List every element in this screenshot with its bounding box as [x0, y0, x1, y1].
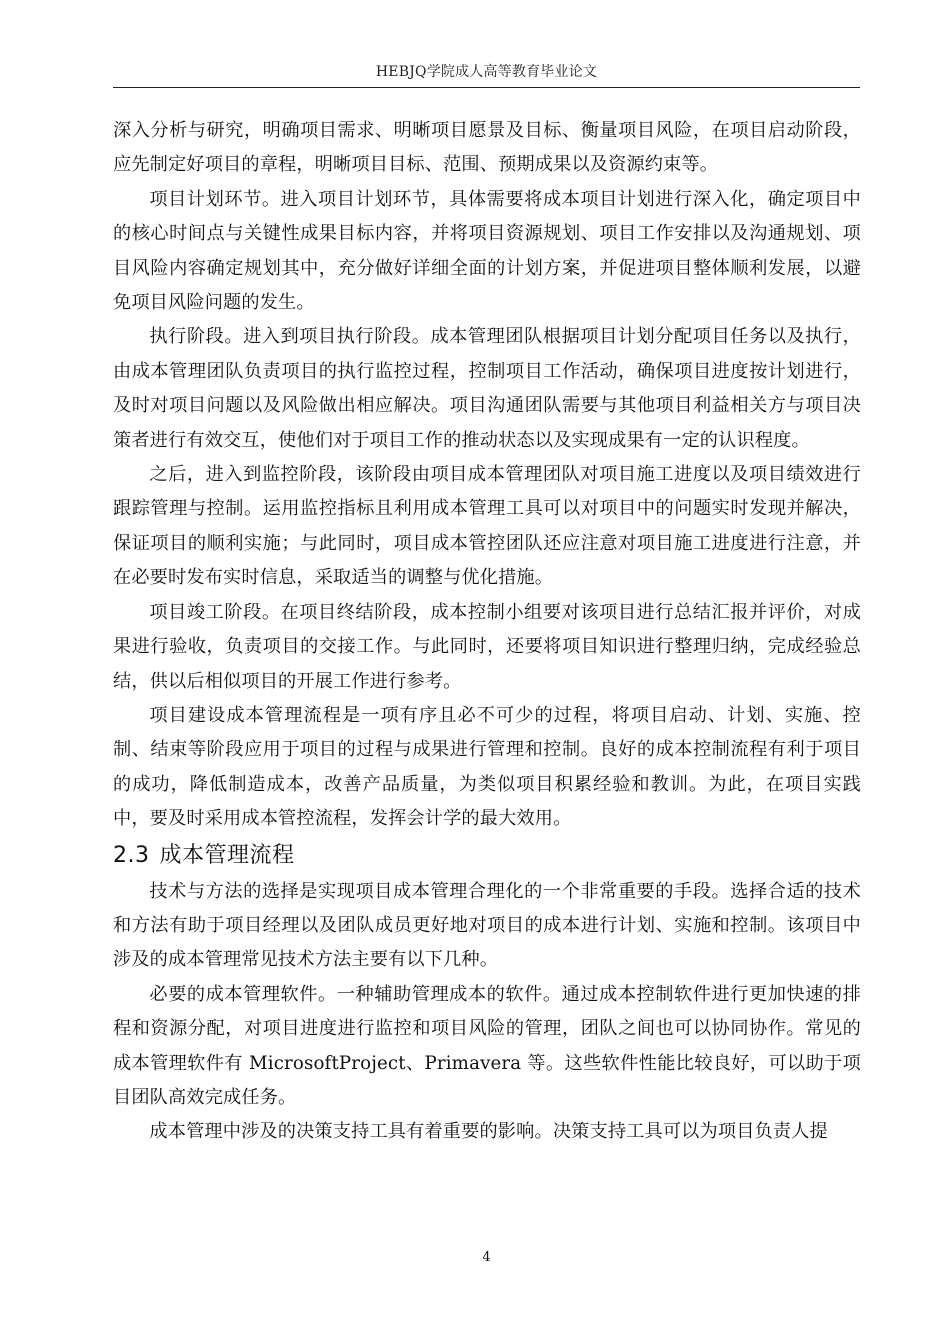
- paragraph: 成本管理中涉及的决策支持工具有着重要的影响。决策支持工具可以为项目负责人提: [149, 1121, 828, 1143]
- section-title: 成本管理流程: [159, 842, 295, 868]
- section-number: 2.3: [113, 842, 150, 868]
- paragraph: 技术与方法的选择是实现项目成本管理合理化的一个非常重要的手段。选择合适的技术和方法有助于项目经理以及团队成员更好地对项目的成本进行计划、实施和控制。该项目中涉及的成本管理常见技术方法主要有以下几种。: [113, 880, 861, 971]
- paragraph: 项目竣工阶段。在项目终结阶段，成本控制小组要对该项目进行总结汇报并评价，对成果进行验收，负责项目的交接工作。与此同时，还要将项目知识进行整理归纳，完成经验总结，供以后相似项目的开展工作进行参考。: [113, 601, 861, 692]
- paragraph: 深入分析与研究，明确项目需求、明晰项目愿景及目标、衡量项目风险，在项目启动阶段，应先制定好项目的章程，明晰项目目标、范围、预期成果以及资源约束等。: [113, 120, 861, 176]
- running-header: HEBJQ学院成人高等教育毕业论文: [375, 64, 598, 80]
- paragraph: 项目计划环节。进入项目计划环节，具体需要将成本项目计划进行深入化，确定项目中的核心时间点与关键性成果目标内容，并将项目资源规划、项目工作安排以及沟通规划、项目风险内容确定规划其中，充分做好详细全面的计划方案，并促进项目整体顺利发展，以避免项目风险问题的发生。: [113, 188, 861, 314]
- page-number: 4: [482, 1250, 491, 1265]
- header-divider: [113, 87, 860, 88]
- body-text: [113, 114, 861, 1150]
- paragraph: 之后，进入到监控阶段，该阶段由项目成本管理团队对项目施工进度以及项目绩效进行跟踪管理与控制。运用监控指标且利用成本管理工具可以对项目中的问题实时发现并解决，保证项目的顺利实施；与此同时，项目成本管控团队还应注意对项目施工进度进行注意，并在必要时发布实时信息，采取适当的调整与优化措施。: [113, 464, 861, 589]
- section-heading: [113, 839, 861, 873]
- paragraph: 执行阶段。进入到项目执行阶段。成本管理团队根据项目计划分配项目任务以及执行，由成本管理团队负责项目的执行监控过程，控制项目工作活动，确保项目进度按计划进行，及时对项目问题以及风险做出相应解决。项目沟通团队需要与其他项目利益相关方与项目决策者进行有效交互，使他们对于项目工作的推动状态以及实现成果有一定的认识程度。: [113, 326, 861, 451]
- paragraph: 必要的成本管理软件。一种辅助管理成本的软件。通过成本控制软件进行更加快速的排程和资源分配，对项目进度进行监控和项目风险的管理，团队之间也可以协同协作。常见的成本管理软件有 MicrosoftProject、Primavera 等。这些软件性能比较良好，可以助于项目团队高效完成任务。: [113, 983, 861, 1108]
- paragraph: 项目建设成本管理流程是一项有序且必不可少的过程，将项目启动、计划、实施、控制、结束等阶段应用于项目的过程与成果进行管理和控制。良好的成本控制流程有利于项目的成功，降低制造成本，改善产品质量，为类似项目积累经验和教训。为此，在项目实践中，要及时采用成本管控流程，发挥会计学的最大效用。: [113, 704, 861, 830]
